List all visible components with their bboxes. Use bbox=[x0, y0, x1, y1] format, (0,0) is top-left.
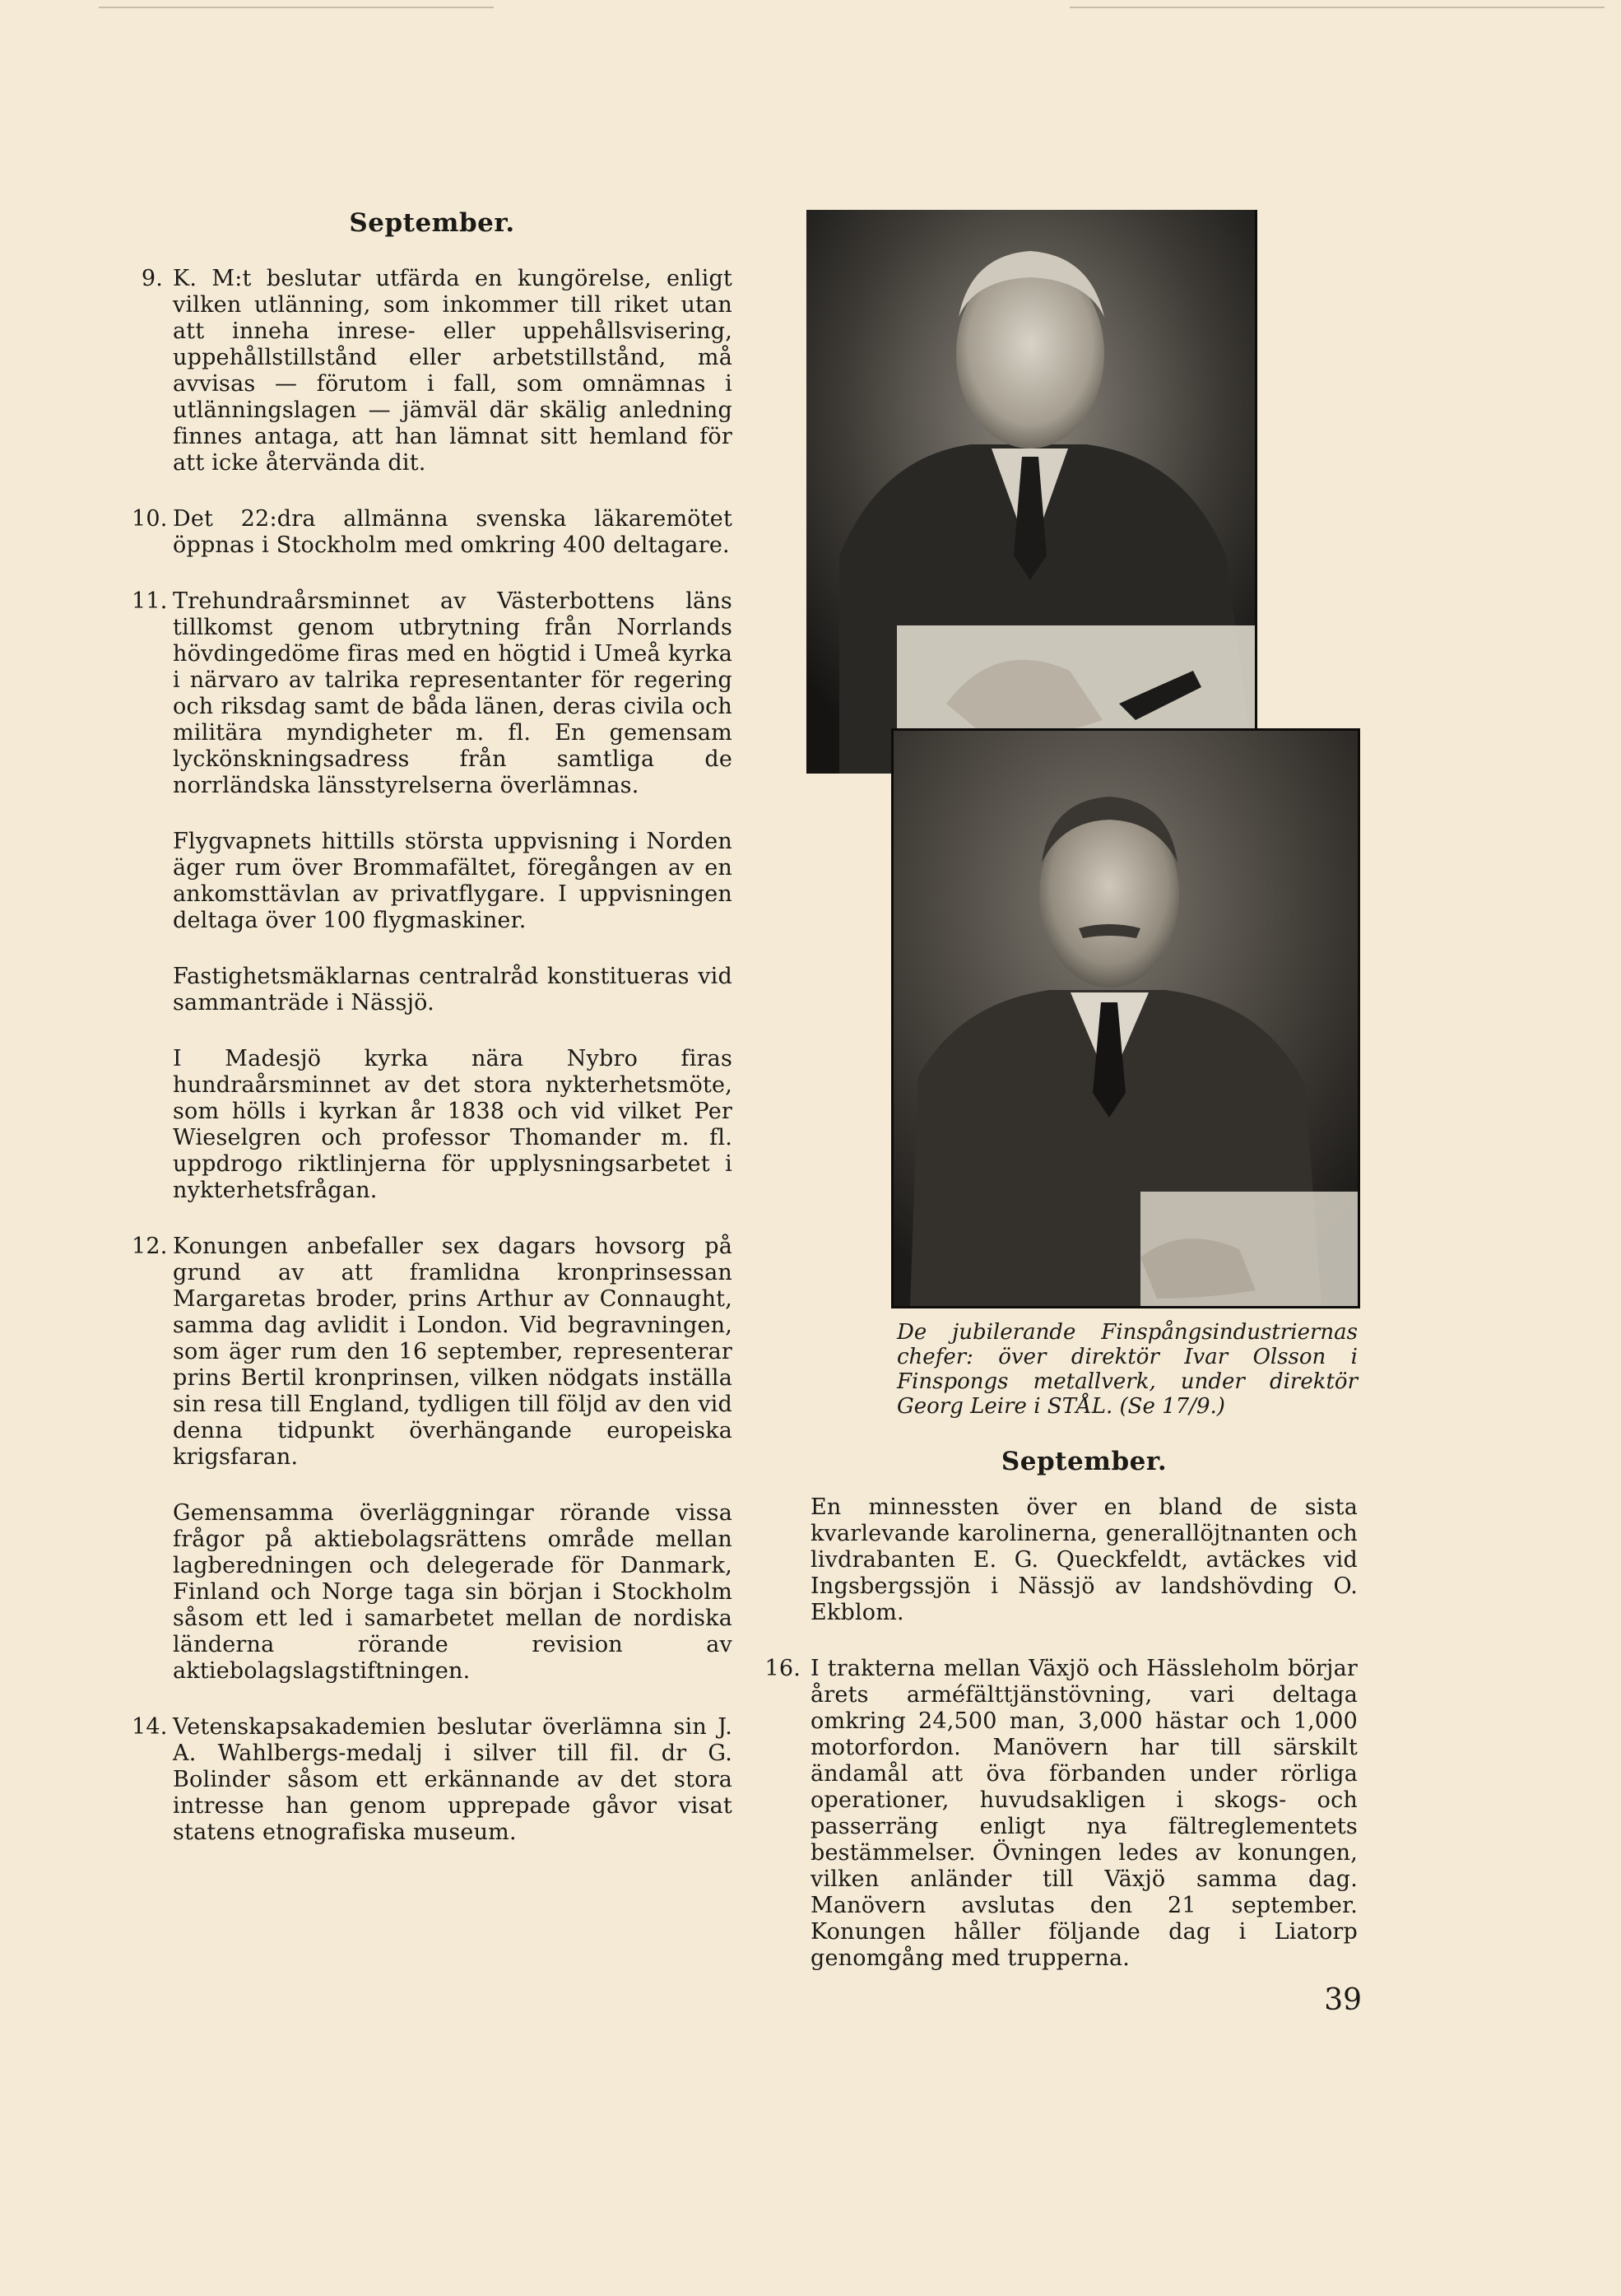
entry-date bbox=[132, 829, 173, 934]
entry-text: Vetenskapsakademien beslutar överlämna sin J. A. Wahlbergs-medalj i silver till fil. dr G. Bolinder såsom ett erkännande av det stora intresse han genom upprepade gåvor visat statens etnografiska museum. bbox=[173, 1714, 732, 1845]
entry-text: Flygvapnets hittills största uppvisning i Norden äger rum över Brommafältet, föregången av en ankomsttävlan av privatflygare. I uppvisningen deltaga över 100 flygmaskiner. bbox=[173, 829, 732, 933]
portrait-photo-olsson bbox=[806, 210, 1257, 774]
entry-text: Konungen anbefaller sex dagars hovsorg på grund av att framlidna kronprinsessan Margaretas broder, prins Arthur av Connaught, samma dag avlidit i London. Vid begravningen, som äger rum den 16 september, representerar prins Bertil kronprinsen, vilken nödgats inställa sin resa till England, tydligen till följd av den vid denna tidpunkt överhängande europeiska krigsfaran. bbox=[173, 1234, 732, 1470]
entry-text: I trakterna mellan Växjö och Hässleholm börjar årets arméfälttjänstövning, vari deltaga omkring 24,500 man, 3,000 hästar och 1,000 motorfordon. Manövern har till särskilt ändamål att öva förbanden under rörliga operationer, huvudsakligen i skogs- och passerräng enligt nya fältreglementets bestämmelser. Övningen ledes av konungen, vilken anländer till Växjö samma dag. Manövern avslutas den 21 september. Konungen håller följande dag i Liatorp genomgång med trupperna. bbox=[810, 1656, 1358, 1971]
left-column bbox=[132, 210, 732, 1875]
entry-date: 11. bbox=[132, 588, 168, 614]
entry-10 bbox=[132, 506, 732, 559]
entry-9 bbox=[132, 266, 732, 476]
entry-text: I Madesjö kyrka nära Nybro firas hundraårsminnet av det stora nykterhetsmöte, som hölls i kyrkan år 1838 och vid vilket Per Wieselgren och professor Thomander m. fl. uppdrogo riktlinjerna för upplysningsarbetet i nykterhetsfrågan. bbox=[173, 1046, 732, 1203]
entry-11 bbox=[132, 588, 732, 799]
photo-caption: De jubilerande Finspångsindustriernas chefer: över direktör Ivar Olsson i Finspongs metallverk, under direktör Georg Leire i STÅL. (Se 17/9.) bbox=[897, 1320, 1358, 1419]
portrait-photo-leire bbox=[891, 728, 1360, 1308]
right-column bbox=[764, 1447, 1358, 2001]
top-rule-left bbox=[99, 7, 494, 8]
entry-16 bbox=[764, 1656, 1358, 1972]
entry-11-flygvapnet bbox=[132, 829, 732, 934]
entry-date-text: 16. bbox=[764, 1656, 801, 1681]
entry-date: 12. bbox=[132, 1234, 168, 1259]
entry-11-fastighetsmaklare bbox=[132, 964, 732, 1016]
right-heading: September. bbox=[1001, 1447, 1168, 1476]
entry-date bbox=[132, 1500, 173, 1685]
entry-text: En minnessten över en bland de sista kvarlevande karolinerna, generallöjtnanten och livdrabanten E. G. Queckfeldt, avtäckes vid Ingsbergssjön i Nässjö av landshövding O. Ekblom. bbox=[810, 1494, 1358, 1625]
entry-date bbox=[132, 964, 173, 1016]
page-number: 39 bbox=[1324, 1983, 1362, 2017]
entry-date bbox=[132, 1046, 173, 1204]
entry-text: Trehundraårsminnet av Västerbottens läns tillkomst genom utbrytning från Norrlands hövdingedöme firas med en högtid i Umeå kyrka i närvaro av talrika representanter för regering och riksdag samt de båda länen, deras civila och militära myndigheter m. fl. En gemensam lyckönskningsadress från samtliga de norrländska länsstyrelserna överlämnas. bbox=[173, 588, 732, 798]
entry-date: 10. bbox=[132, 506, 168, 532]
entry-text: K. M:t beslutar utfärda en kungörelse, enligt vilken utlänning, som inkommer till riket utan att inneha inrese- eller uppehållsvisering, uppehållstillstånd eller arbetstillstånd, må avvisas — förutom i fall, som omnämnas i utlänningslagen — jämväl där skälig anledning finnes antaga, att han lämnat sitt hemland för att icke återvända dit. bbox=[173, 266, 732, 476]
entry-12 bbox=[132, 1234, 732, 1471]
portrait-olsson-image bbox=[806, 210, 1255, 774]
entry-text: Det 22:dra allmänna svenska läkaremötet öppnas i Stockholm med omkring 400 deltagare. bbox=[173, 506, 732, 558]
entry-11-madesjo bbox=[132, 1046, 732, 1204]
entry-14 bbox=[132, 1714, 732, 1846]
entry-text: Fastighetsmäklarnas centralråd konstitueras vid sammanträde i Nässjö. bbox=[173, 964, 732, 1016]
top-rule-right bbox=[1070, 7, 1605, 8]
entry-minnessten bbox=[810, 1494, 1358, 1626]
entry-date: 9. bbox=[141, 266, 163, 291]
entry-date: 14. bbox=[132, 1714, 168, 1740]
portrait-leire-image bbox=[894, 731, 1358, 1306]
entry-text: Gemensamma överläggningar rörande vissa frågor på aktiebolagsrättens område mellan lagberedningen och delegerade för Danmark, Finland och Norge taga sin början i Stockholm såsom ett led i samarbetet mellan de nordiska länderna rörande revision av aktiebolagslagstiftningen. bbox=[173, 1500, 732, 1684]
left-heading: September. bbox=[349, 208, 515, 238]
entry-12-aktiebolag bbox=[132, 1500, 732, 1685]
